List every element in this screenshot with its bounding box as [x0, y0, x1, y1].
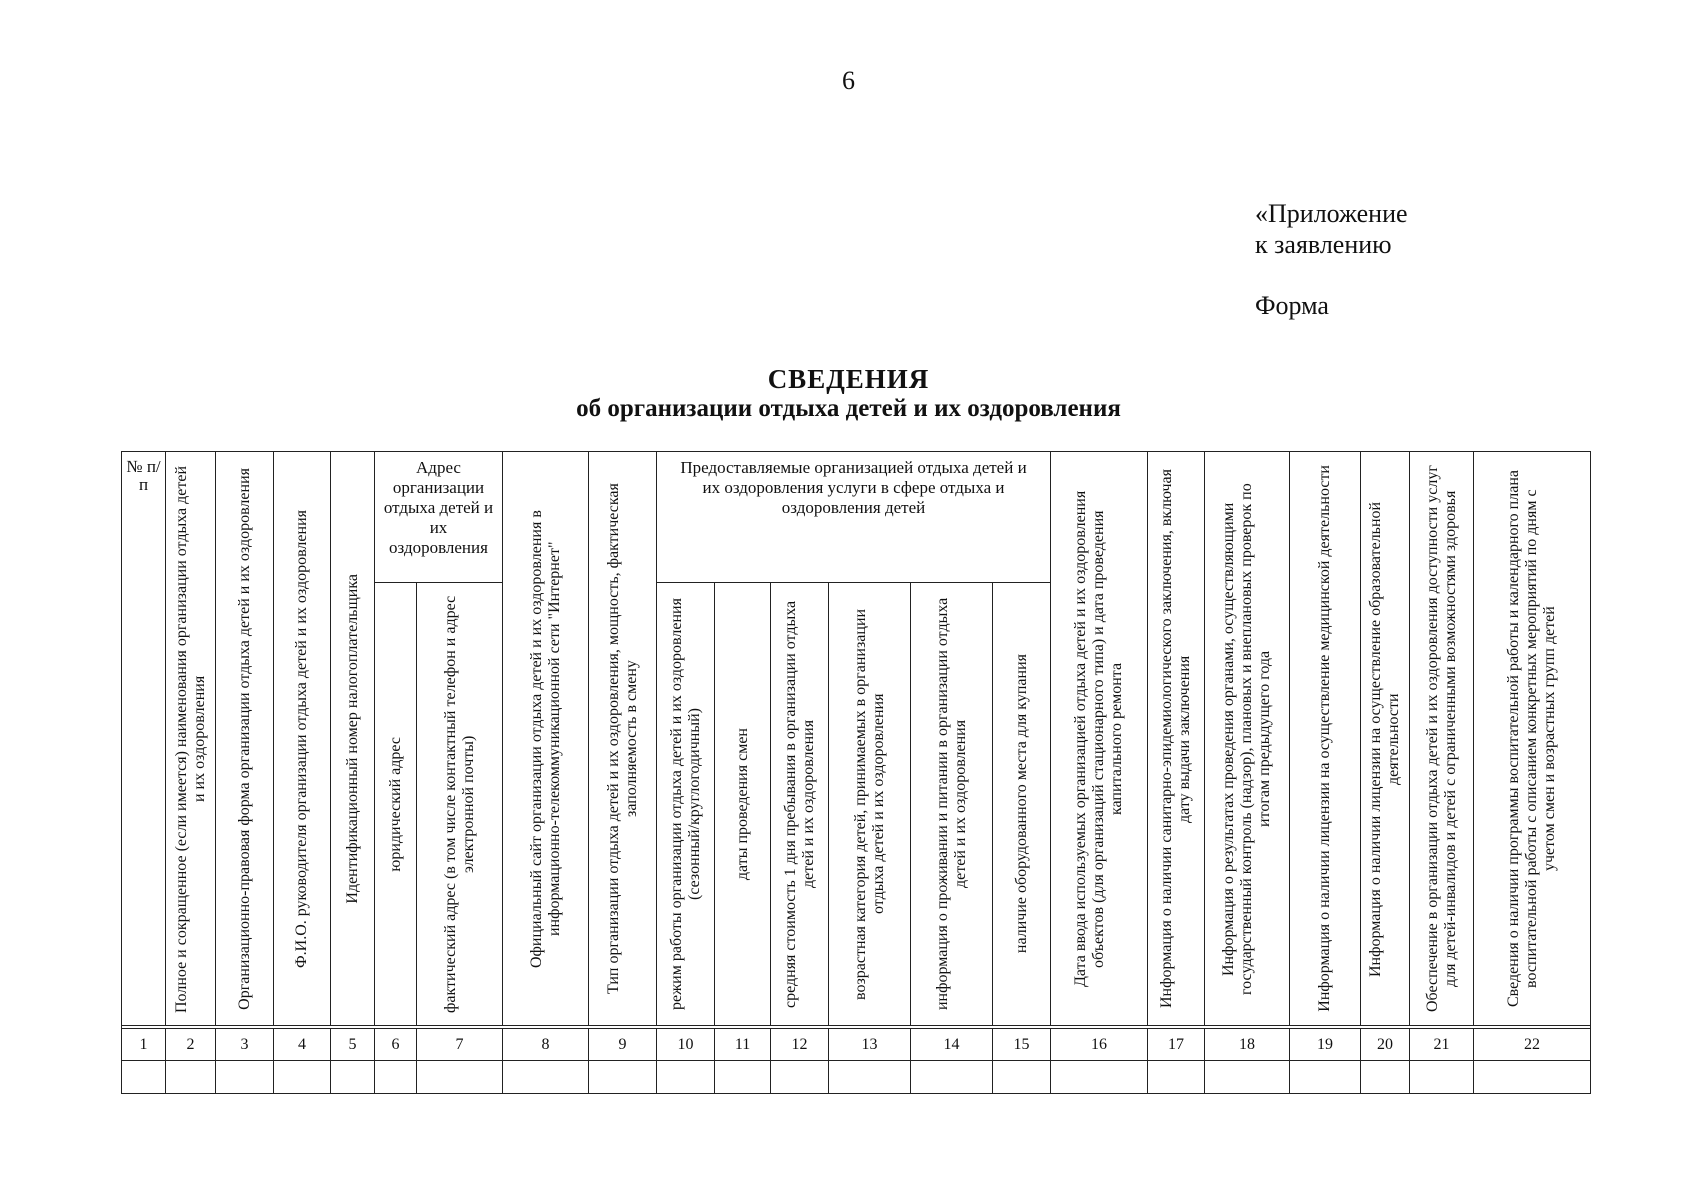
header-website: Официальный сайт организации отдыха детей и их оздоровления в информационно-телекоммуникационной сети "Интернет" [503, 452, 589, 1026]
header-sanitary: Информация о наличии санитарно-эпидемиологического заключения, включая дату выдачи заключения [1148, 452, 1205, 1026]
page-number: 6 [842, 66, 855, 95]
title-sub: об организации отдыха детей и их оздоровления [576, 395, 1121, 422]
column-number: 8 [503, 1029, 589, 1061]
table-cell [1051, 1061, 1148, 1094]
table-cell [1410, 1061, 1474, 1094]
table-cell [331, 1061, 375, 1094]
table-cell [911, 1061, 993, 1094]
header-commission-date: Дата ввода используемых организацией отдыха детей и их оздоровления объектов (для организаций стационарного типа) и дата проведения капитального ремонта [1051, 452, 1148, 1026]
header-education-program: Сведения о наличии программы воспитательной работы и календарного плана воспитательной работы с описанием конкретных мероприятий по дням с учетом смен и возрастных групп детей [1474, 452, 1591, 1026]
table-cell [1290, 1061, 1361, 1094]
column-number: 21 [1410, 1029, 1474, 1061]
column-number: 19 [1290, 1029, 1361, 1061]
header-education-license: Информация о наличии лицензии на осуществление образовательной деятельности [1361, 452, 1410, 1026]
column-number: 13 [829, 1029, 911, 1061]
column-numbers-row [122, 1029, 1591, 1061]
column-number: 6 [375, 1029, 417, 1061]
header-day-cost: средняя стоимость 1 дня пребывания в организации отдыха детей и их оздоровления [771, 583, 829, 1026]
table-cell [274, 1061, 331, 1094]
column-number: 18 [1205, 1029, 1290, 1061]
header-inspections: Информация о результатах проведения органами, осуществляющими государственный контроль (надзор), плановых и внеплановых проверок по итогам предыдущего года [1205, 452, 1290, 1026]
column-number: 3 [216, 1029, 274, 1061]
table-cell [993, 1061, 1051, 1094]
appendix-note [1255, 198, 1408, 321]
column-number: 5 [331, 1029, 375, 1061]
header-swimming-place: наличие оборудованного места для купания [993, 583, 1051, 1026]
table-cell [715, 1061, 771, 1094]
information-table [121, 451, 1591, 1094]
column-number: 12 [771, 1029, 829, 1061]
header-full-name: Полное и сокращенное (если имеется) наименования организации отдыха детей и их оздоровления [166, 452, 216, 1026]
header-accommodation: информация о проживании и питании в организации отдыха детей и их оздоровления [911, 583, 993, 1026]
header-services-group: Предоставляемые организацией отдыха детей и их оздоровления услуги в сфере отдыха и оздоровления детей [657, 452, 1051, 583]
table-cell [1205, 1061, 1290, 1094]
column-number: 11 [715, 1029, 771, 1061]
header-medical-license: Информация о наличии лицензии на осуществление медицинской деятельности [1290, 452, 1361, 1026]
title-main: СВЕДЕНИЯ [767, 364, 930, 394]
column-number: 20 [1361, 1029, 1410, 1061]
table-cell [1474, 1061, 1591, 1094]
header-actual-address: фактический адрес (в том числе контактный телефон и адрес электронной почты) [417, 583, 503, 1026]
column-number: 14 [911, 1029, 993, 1061]
column-number: 22 [1474, 1029, 1591, 1061]
column-number: 2 [166, 1029, 216, 1061]
column-number: 1 [122, 1029, 166, 1061]
form-label: Форма [1255, 291, 1329, 320]
empty-data-row [122, 1061, 1591, 1094]
header-inn: Идентификационный номер налогоплательщика [331, 452, 375, 1026]
column-number: 7 [417, 1029, 503, 1061]
header-legal-address: юридический адрес [375, 583, 417, 1026]
table-cell [122, 1061, 166, 1094]
table-cell [216, 1061, 274, 1094]
column-number: 9 [589, 1029, 657, 1061]
appendix-line-2: к заявлению [1255, 230, 1392, 259]
header-address-group: Адрес организации отдыха детей и их оздоровления [375, 452, 503, 583]
table-cell [166, 1061, 216, 1094]
header-shift-dates: даты проведения смен [715, 583, 771, 1026]
header-accessibility: Обеспечение в организации отдыха детей и их оздоровления доступности услуг для детей-инвалидов и детей с ограниченными возможностями здоровья [1410, 452, 1474, 1026]
header-legal-form: Организационно-правовая форма организации отдыха детей и их оздоровления [216, 452, 274, 1026]
header-work-mode: режим работы организации отдыха детей и их оздоровления (сезонный/круглогодичный) [657, 583, 715, 1026]
table-cell [657, 1061, 715, 1094]
column-number: 16 [1051, 1029, 1148, 1061]
table-cell [503, 1061, 589, 1094]
table-cell [589, 1061, 657, 1094]
column-number: 15 [993, 1029, 1051, 1061]
column-number: 4 [274, 1029, 331, 1061]
header-director: Ф.И.О. руководителя организации отдыха детей и их оздоровления [274, 452, 331, 1026]
appendix-line-1: «Приложение [1255, 199, 1408, 228]
table-cell [829, 1061, 911, 1094]
table-cell [417, 1061, 503, 1094]
table-cell [1361, 1061, 1410, 1094]
column-number: 17 [1148, 1029, 1205, 1061]
table-cell [771, 1061, 829, 1094]
table-cell [375, 1061, 417, 1094]
column-number: 10 [657, 1029, 715, 1061]
table-cell [1148, 1061, 1205, 1094]
header-number: № п/п [122, 452, 166, 1026]
header-age-category: возрастная категория детей, принимаемых в организации отдыха детей и их оздоровления [829, 583, 911, 1026]
header-type: Тип организации отдыха детей и их оздоровления, мощность, фактическая заполняемость в смену [589, 452, 657, 1026]
document-title [0, 364, 1697, 424]
